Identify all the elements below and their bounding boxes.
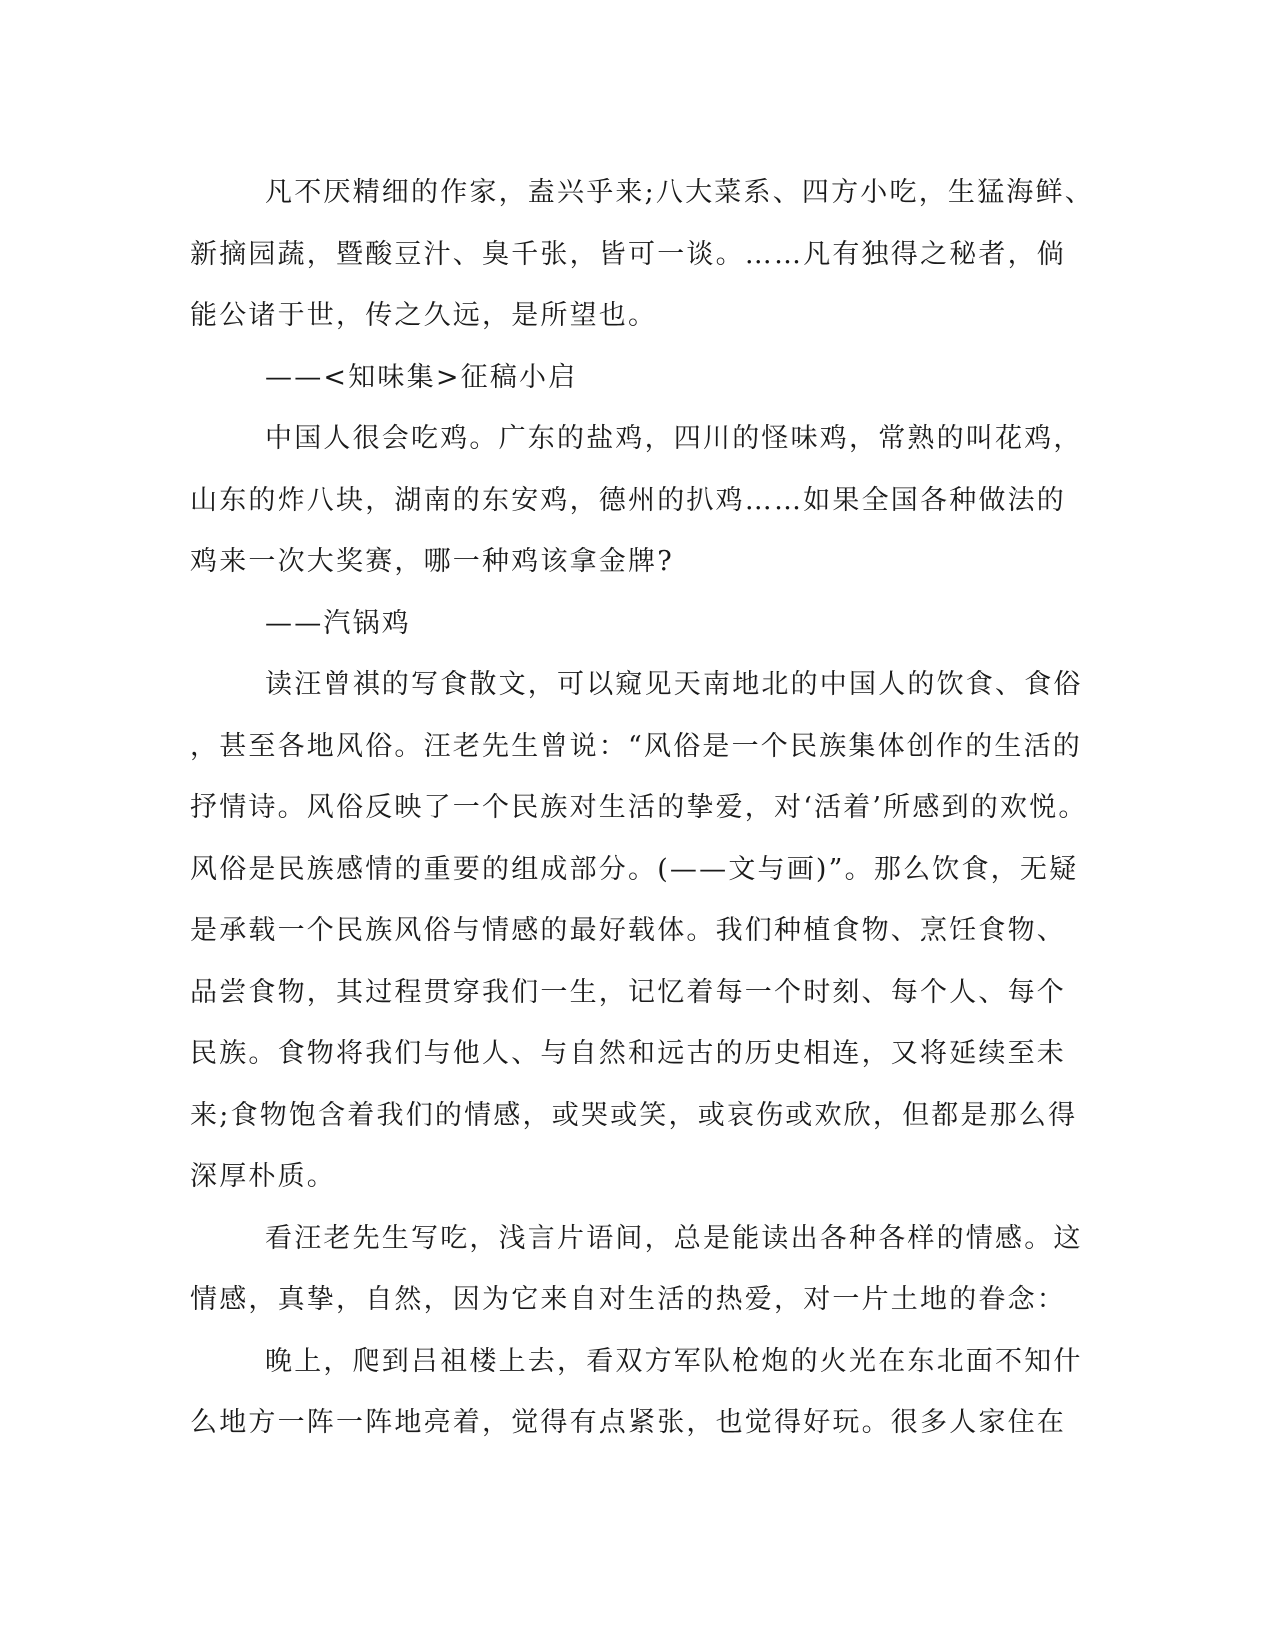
text-line: 么地方一阵一阵地亮着，觉得有点紧张，也觉得好玩。很多人家住在 [190,1407,1066,1438]
text-line: 品尝食物，其过程贯穿我们一生，记忆着每一个时刻、每个人、每个 [190,976,1066,1008]
text-line: 来;食物饱含着我们的情感，或哭或笑，或哀伤或欢欣，但都是那么得 [190,1099,1078,1131]
text-line: ，甚至各地风俗。汪老先生曾说：“风俗是一个民族集体创作的生活的 [190,730,1083,762]
text-line: 看汪老先生写吃，浅言片语间，总是能读出各种各样的情感。这 [265,1222,1083,1254]
text-line: 凡不厌精细的作家，盍兴乎来;八大菜系、四方小吃，生猛海鲜、 [265,177,1094,208]
text-line: 抒情诗。风俗反映了一个民族对生活的挚爱，对‘活着’所感到的欢悦。 [190,792,1088,823]
text-line: 新摘园蔬，暨酸豆汁、臭千张，皆可一谈。……凡有独得之秘者，倘 [190,238,1066,270]
text-line: 鸡来一次大奖赛，哪一种鸡该拿金牌? [190,546,674,577]
text-line: 读汪曾祺的写食散文，可以窥见天南地北的中国人的饮食、食俗 [265,669,1083,700]
text-line: 民族。食物将我们与他人、与自然和远古的历史相连，又将延续至未 [190,1038,1066,1069]
text-line: 能公诸于世，传之久远，是所望也。 [190,300,658,331]
text-line: 风俗是民族感情的重要的组成部分。(——文与画)”。那么饮食，无疑 [190,853,1079,885]
text-line: 中国人很会吃鸡。广东的盐鸡，四川的怪味鸡，常熟的叫花鸡， [265,423,1083,454]
quote-attribution: ——<知味集>征稿小启 [265,361,578,393]
body-text [190,162,1094,1454]
text-line: 山东的炸八块，湖南的东安鸡，德州的扒鸡……如果全国各种做法的 [190,484,1066,516]
text-line: 情感，真挚，自然，因为它来自对生活的热爱，对一片土地的眷念： [190,1284,1066,1315]
text-line: 深厚朴质。 [190,1161,336,1192]
text-line: 是承载一个民族风俗与情感的最好载体。我们种植食物、烹饪食物、 [190,915,1066,946]
text-line: 晚上，爬到吕祖楼上去，看双方军队枪炮的火光在东北面不知什 [265,1345,1083,1377]
quote-attribution: ——汽锅鸡 [265,607,411,639]
